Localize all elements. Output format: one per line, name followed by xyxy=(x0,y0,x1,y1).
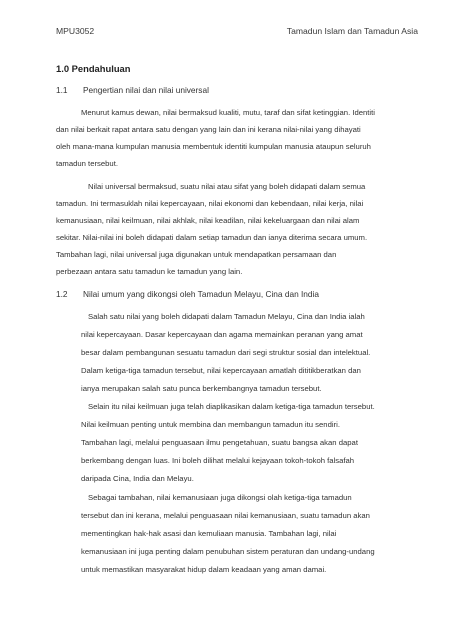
paragraph-line: oleh mana-mana kumpulan manusia membentuk identiti kumpulan manusia ataupun seluruh xyxy=(56,142,371,151)
paragraph-line: Sebagai tambahan, nilai kemanusiaan juga dikongsi olah ketiga-tiga tamadun xyxy=(88,493,352,502)
paragraph-line: kemanusiaan ini juga penting dalam penubuhan sistem peraturan dan undang-undang xyxy=(81,547,375,556)
paragraph-line: sekitar. Nilai-nilai ini boleh didapati dalam setiap tamadun dan ianya diterima secara umum. xyxy=(56,233,368,242)
paragraph-line: Salah satu nilai yang boleh didapati dalam Tamadun Melayu, Cina dan India ialah xyxy=(88,312,365,321)
subsection-title: Nilai umum yang dikongsi oleh Tamadun Melayu, Cina dan India xyxy=(83,289,319,299)
section-title: 1.0 Pendahuluan xyxy=(56,63,131,74)
paragraph-line: Tambahan lagi, nilai universal juga digunakan untuk mendapatkan persamaan dan xyxy=(56,250,337,259)
paragraph-line: ianya merupakan salah satu punca berkembangnya tamadun tersebut. xyxy=(81,384,322,393)
paragraph-line: untuk memastikan masyarakat hidup dalam keadaan yang aman damai. xyxy=(81,565,327,574)
subsection-number: 1.2 xyxy=(56,289,68,299)
subsection-number: 1.1 xyxy=(56,85,68,95)
paragraph-line: tamadun. Ini termasuklah nilai kepercayaan, nilai ekonomi dan kebendaan, nilai kerja, nilai xyxy=(56,199,364,208)
paragraph-line: Nilai keilmuan penting untuk membina dan membangun tamadun itu sendiri. xyxy=(81,420,340,429)
paragraph-line: berkembang dengan luas. Ini boleh dilihat melalui kejayaan tokoh-tokoh falsafah xyxy=(81,456,355,465)
paragraph-line: Dalam ketiga-tiga tamadun tersebut, nilai kepercayaan amatlah dititikberatkan dan xyxy=(81,366,361,375)
paragraph-line: Selain itu nilai keilmuan juga telah diaplikasikan dalam ketiga-tiga tamadun tersebut. xyxy=(88,402,375,411)
header-course-title: Tamadun Islam dan Tamadun Asia xyxy=(286,26,418,36)
paragraph-line: kemanusiaan, nilai keilmuan, nilai akhlak, nilai keadilan, nilai kekeluargaan dan nilai alam xyxy=(56,216,360,225)
paragraph-line: tersebut dan ini kerana, melalui penguasaan nilai kemanusiaan, suatu tamadun akan xyxy=(81,511,370,520)
paragraph-line: mementingkan hak-hak asasi dan kemuliaan manusia. Tambahan lagi, nilai xyxy=(81,529,337,538)
paragraph-line: besar dalam pembangunan sesuatu tamadun dari segi struktur sosial dan intelektual. xyxy=(81,348,371,357)
paragraph-line: Nilai universal bermaksud, suatu nilai atau sifat yang boleh didapati dalam semua xyxy=(88,182,366,191)
subsection-heading-1-2 xyxy=(56,289,319,299)
paragraph-line: nilai kepercayaan. Dasar kepercayaan dan agama memainkan peranan yang amat xyxy=(81,330,363,339)
paragraph-line: dan nilai berkait rapat antara satu dengan yang lain dan ini kerana nilai-nilai yang dihayati xyxy=(56,125,361,134)
paragraph-line: Tambahan lagi, melalui penguasaan ilmu pengetahuan, suatu bangsa akan dapat xyxy=(81,438,358,447)
paragraph-line: perbezaan antara satu tamadun ke tamadun yang lain. xyxy=(56,267,243,276)
subsection-heading-1-1 xyxy=(56,85,209,95)
paragraph-line: daripada Cina, India dan Melayu. xyxy=(81,474,194,483)
header-course-code: MPU3052 xyxy=(56,26,95,36)
subsection-title: Pengertian nilai dan nilai universal xyxy=(83,85,209,95)
paragraph-line: Menurut kamus dewan, nilai bermaksud kualiti, mutu, taraf dan sifat ketinggian. Identiti xyxy=(81,108,375,117)
paragraph-line: tamadun tersebut. xyxy=(56,159,118,168)
